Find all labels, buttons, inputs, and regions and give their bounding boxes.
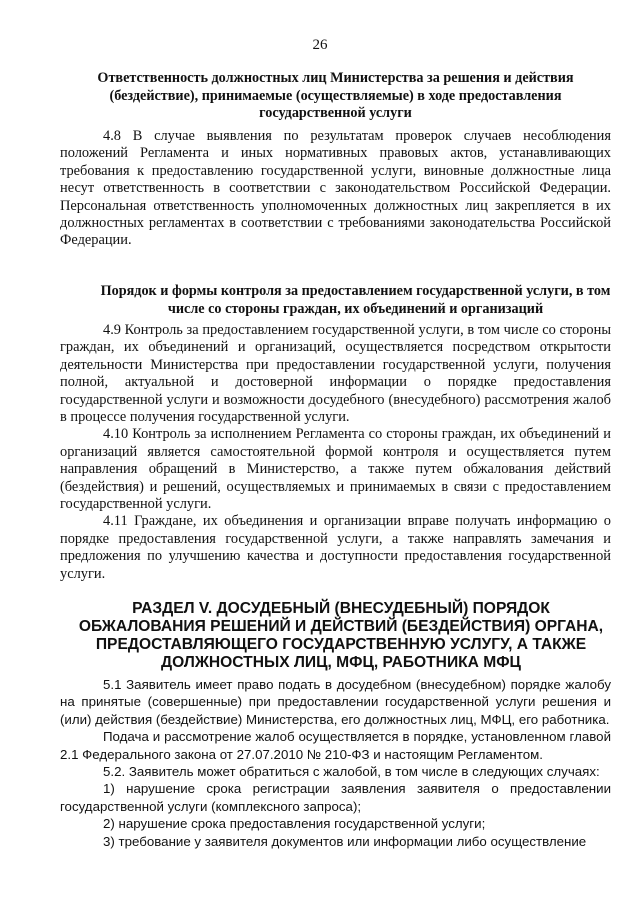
paragraph-4-10: 4.10 Контроль за исполнением Регламента со стороны граждан, их объединений и организаций является самостоятельной формой контроля и осуществляется путем направления обращений в Министерство, а также путем обжалования действий (бездействия) и решений, осуществляемых и принимаемых в связи с предоставлением государственной услуги. (60, 426, 611, 513)
paragraph-5-2: 5.2. Заявитель может обратиться с жалобой, в том числе в следующих случаях: (103, 764, 600, 780)
section-heading-part-5: РАЗДЕЛ V. ДОСУДЕБНЫЙ (ВНЕСУДЕБНЫЙ) ПОРЯДОК ОБЖАЛОВАНИЯ РЕШЕНИЙ И ДЕЙСТВИЙ (БЕЗДЕЙСТВИЯ) ОРГАНА, ПРЕДОСТАВЛЯЮЩЕГО ГОСУДАРСТВЕННУЮ УСЛУГУ, А ТАКЖЕ ДОЛЖНОСТНЫХ ЛИЦ, МФЦ, РАБОТНИКА МФЦ (78, 600, 604, 671)
list-item-2: 2) нарушение срока предоставления государственной услуги; (103, 816, 486, 832)
paragraph-5-1: 5.1 Заявитель имеет право подать в досудебном (внесудебном) порядке жалобу на принятые (совершенные) при предоставлении государственной услуги решения и (или) действия (бездействие) Министерства, его должностных лиц, МФЦ, его работника. (60, 677, 611, 727)
paragraph-4-11: 4.11 Граждане, их объединения и организации вправе получать информацию о порядке предоставления государственной услуги, а также направлять замечания и предложения по улучшению качества и доступности предоставления государственной услуги. (60, 513, 611, 582)
paragraph-5-1-filing: Подача и рассмотрение жалоб осуществляется в порядке, установленном главой 2.1 Федерального закона от 27.07.2010 № 210-ФЗ и настоящим Регламентом. (60, 729, 611, 762)
paragraph-4-9: 4.9 Контроль за предоставлением государственной услуги, в том числе со стороны граждан, их объединений и организаций, осуществляется посредством открытости деятельности Министерства при предоставлении государственной услуги, получения полной, актуальной и достоверной информации о порядке предоставления государственной услуги и возможности досудебного (внесудебного) рассмотрения жалоб в процессе получения государственной услуги. (60, 322, 611, 426)
section-body-control (60, 322, 611, 583)
section-heading-control: Порядок и формы контроля за предоставлением государственной услуги, в том числе со стороны граждан, их объединений и организаций (100, 283, 611, 317)
paragraph-4-8: 4.8 В случае выявления по результатам проверок случаев несоблюдения положений Регламента и иных нормативных правовых актов, устанавливающих требования к предоставлению государственной услуги, виновные должностные лица несут ответственность в соответствии с законодательством Российской Федерации. Персональная ответственность уполномоченных должностных лиц закрепляется в их должностных регламентах в соответствии с требованиями законодательства Российской Федерации. (60, 128, 611, 249)
list-item-3: 3) требование у заявителя документов или информации либо осуществление (103, 833, 587, 849)
page-number: 26 (312, 37, 328, 53)
list-item-1: 1) нарушение срока регистрации заявления заявителя о предоставлении государственной услуги (комплексного запроса); (60, 781, 611, 814)
section-body-part-5 (60, 676, 611, 850)
section-body-responsibility (60, 128, 611, 250)
section-heading-responsibility: Ответственность должностных лиц Министерства за решения и действия (бездействие), принимаемые (осуществляемые) в ходе предоставления государственной услуги (97, 70, 574, 121)
